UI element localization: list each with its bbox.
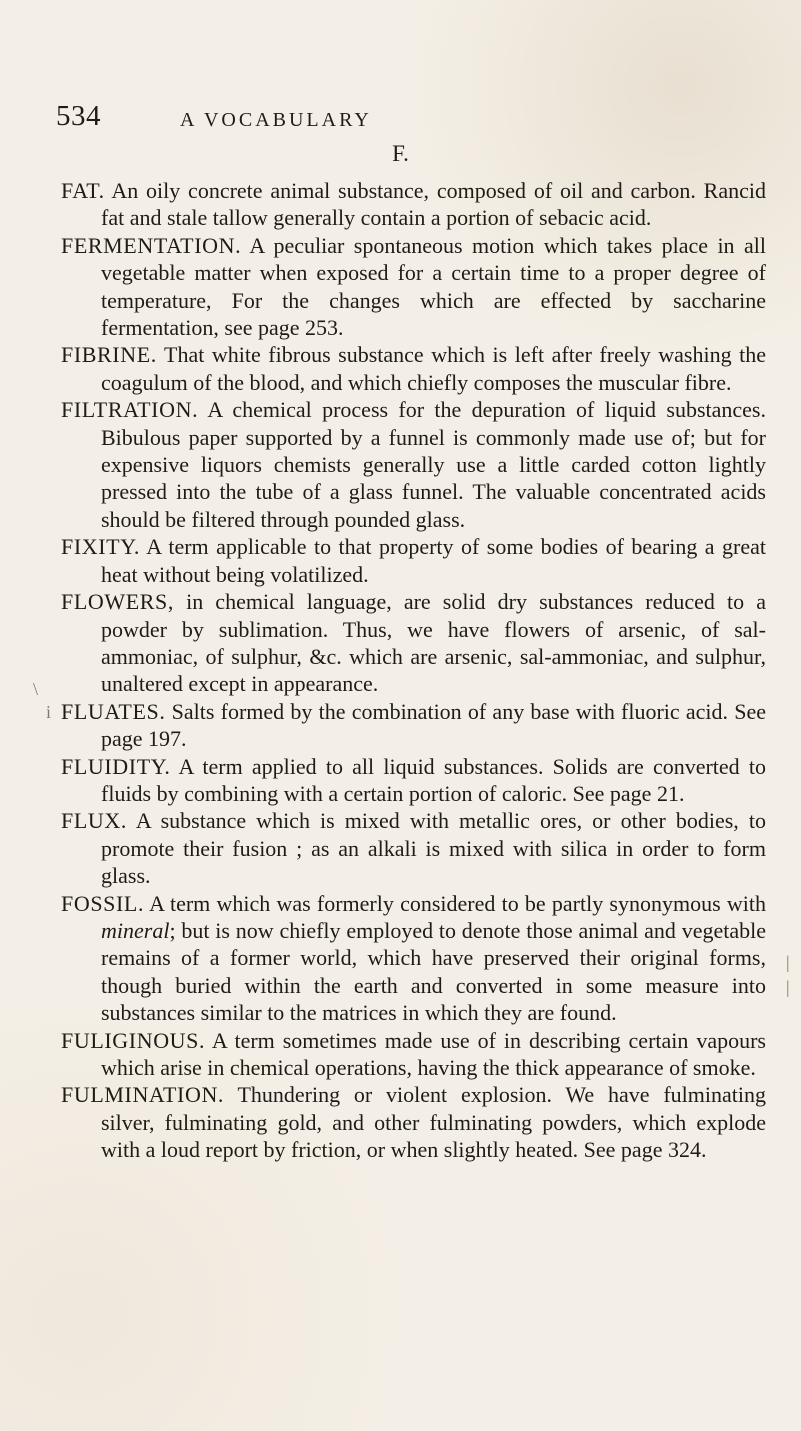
entry-term: FERMENTATION. <box>61 232 242 258</box>
entry-flux <box>61 807 766 889</box>
entry-definition: That white fibrous substance which is left after freely washing the coagulum of the blood, and which chiefly composes the muscular fibre. <box>101 342 767 395</box>
margin-mark-icon: i <box>46 702 52 722</box>
entry-definition: A term sometimes made use of in describing certain vapours which arise in chemical operations, having the thick appearance of smoke. <box>101 1027 766 1080</box>
margin-mark-icon: \ <box>33 679 39 699</box>
entry-definition: Salts formed by the combination of any base with fluoric acid. See page 197. <box>101 698 767 752</box>
page-header <box>0 102 801 142</box>
entry-filtration <box>61 396 766 533</box>
entry-term: FULIGINOUS. <box>61 1027 206 1053</box>
entry-fat <box>61 177 766 232</box>
entry-definition: Thundering or violent explosion. We have fulminating silver, fulminating gold, and other fulminating powders, which explode with a loud report by friction, or when slightly heated. See page 324. <box>101 1082 766 1163</box>
page-number: 534 <box>56 100 101 132</box>
entry-flowers <box>61 588 766 698</box>
entry-definition: A term applied to all liquid substances. Solids are converted to fluids by combining with a certain portion of caloric. See page 21. <box>101 753 766 806</box>
margin-mark-icon: | <box>786 952 790 972</box>
entry-fossil <box>61 890 766 1027</box>
entry-definition: in chemical language, are solid dry substances reduced to a powder by sublimation. Thus, we have flowers of arsenic, of sal-ammoniac, of sulphur, &c. which are arsenic, sal-ammoniac, and sulphur, unaltered except in appearance. <box>101 589 766 697</box>
entry-term: FIXITY. <box>61 534 140 560</box>
entry-fixity <box>61 533 766 588</box>
entry-fermentation <box>61 232 766 342</box>
entry-term: FLUX. <box>61 808 127 834</box>
entry-definition: A chemical process for the depuration of liquid substances. Bibulous paper supported by a funnel is commonly made use of; but for expensive liquors chemists generally use a little carded cotton lightly pressed into the tube of a glass funnel. The valuable concentrated acids should be filtered through pounded glass. <box>101 397 766 532</box>
entry-fibrine <box>61 341 766 396</box>
entry-definition-emphasis: mineral <box>101 917 170 943</box>
entry-definition-after: ; but is now chiefly employed to denote those animal and vegetable remains of a former world, which have preserved their original forms, though buried within the earth and converted in some measure into substances similar to the matrices in which they are found. <box>101 917 766 1026</box>
entry-definition-before: A term which was formerly considered to be partly synonymous with <box>149 890 766 916</box>
entry-definition: A substance which is mixed with metallic ores, or other bodies, to promote their fusion ; as an alkali is mixed with silica in order to form glass. <box>101 808 766 889</box>
section-letter: F. <box>392 141 409 166</box>
entry-term: FILTRATION. <box>61 397 199 423</box>
entry-term: FLOWERS, <box>61 589 174 615</box>
entry-term: FLUIDITY. <box>61 753 171 779</box>
entry-fulmination <box>61 1081 766 1163</box>
entry-term: FOSSIL. <box>61 890 145 916</box>
running-title: A VOCABULARY <box>180 109 372 131</box>
margin-mark-icon: | <box>786 977 790 997</box>
entry-term: FAT. <box>61 178 105 203</box>
entry-definition: A peculiar spontaneous motion which takes place in all vegetable matter when exposed for a certain time to a proper degree of temperature, For the changes which are effected by saccharine fermentation, see page 253. <box>101 232 766 341</box>
entry-term: FLUATES. <box>61 698 166 724</box>
entry-fluates <box>61 698 766 753</box>
entry-definition: An oily concrete animal substance, composed of oil and carbon. Rancid fat and stale tallow generally contain a portion of sebacic acid. <box>101 178 766 231</box>
entry-fuliginous <box>61 1027 766 1082</box>
vocabulary-entries <box>61 177 766 1164</box>
entry-term: FULMINATION. <box>61 1082 225 1108</box>
entry-fluidity <box>61 753 766 808</box>
entry-term: FIBRINE. <box>61 342 157 368</box>
entry-definition: A term applicable to that property of some bodies of bearing a great heat without being volatilized. <box>101 534 766 587</box>
